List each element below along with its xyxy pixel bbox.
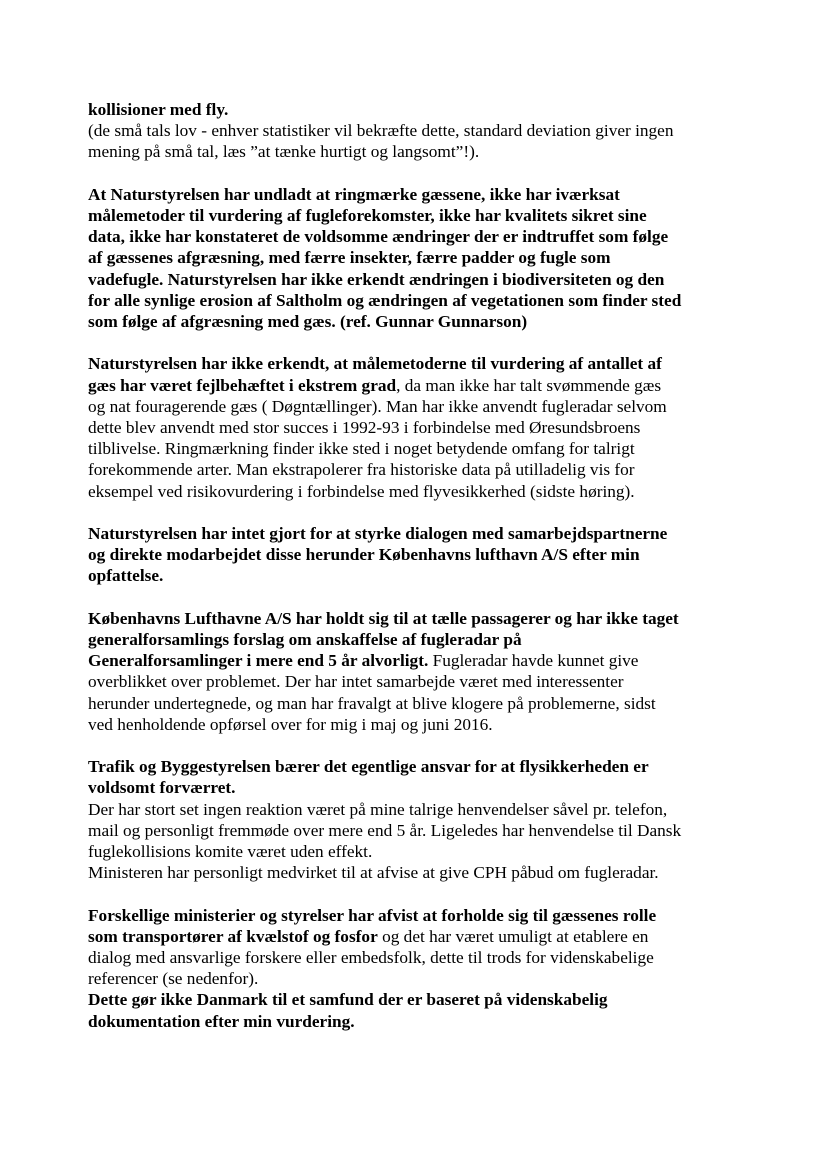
body-text: og nat fouragerende gæs ( Døgntællinger). Man har ikke anvendt fugleradar selvom (88, 396, 667, 416)
bold-text: Naturstyrelsen har intet gjort for at styrke dialogen med samarbejdspartnerne (88, 524, 668, 544)
paragraph (88, 99, 748, 163)
paragraph-spacer (88, 587, 748, 608)
text-line (88, 989, 748, 1010)
text-line (88, 544, 748, 565)
body-text: Ministeren har personligt medvirket til at afvise at give CPH påbud om fugleradar. (88, 863, 659, 883)
body-text: tilblivelse. Ringmærkning finder ikke sted i noget betydende omfang for talrigt (88, 439, 635, 459)
text-line (88, 290, 748, 311)
text-line (88, 120, 748, 141)
body-text: og det har været umuligt at etablere en (377, 926, 649, 946)
bold-text: og direkte modarbejdet disse herunder Københavns lufthavn A/S efter min (88, 545, 640, 565)
bold-text: vadefugle. Naturstyrelsen har ikke erkendt ændringen i biodiversiteten og den (88, 269, 665, 289)
text-line (88, 926, 748, 947)
bold-text: Trafik og Byggestyrelsen bærer det egentlige ansvar for at flysikkerheden er (88, 757, 649, 777)
text-line (88, 396, 748, 417)
body-text: eksempel ved risikovurdering i forbindelse med flyvesikkerhed (sidste høring). (88, 481, 635, 501)
bold-text: af gæssenes afgræsning, med færre insekter, færre padder og fugle som (88, 248, 611, 268)
text-line (88, 799, 748, 820)
bold-text: Naturstyrelsen har ikke erkendt, at målemetoderne til vurdering af antallet af (88, 354, 662, 374)
paragraph-spacer (88, 332, 748, 353)
bold-text: som følge af afgræsning med gæs. (ref. Gunnar Gunnarson) (88, 312, 528, 332)
text-line (88, 905, 748, 926)
text-line (88, 375, 748, 396)
document-body (88, 99, 748, 1032)
bold-text: At Naturstyrelsen har undladt at ringmærke gæssene, ikke har iværksat (88, 184, 620, 204)
text-line (88, 99, 748, 120)
body-text: ved henholdende opførsel over for mig i maj og juni 2016. (88, 714, 493, 734)
bold-text: gæs har været fejlbehæftet i ekstrem grad (88, 375, 397, 395)
text-line (88, 693, 748, 714)
text-line (88, 141, 748, 162)
body-text: fuglekollisions komite været uden effekt. (88, 842, 373, 862)
text-line (88, 629, 748, 650)
body-text: referencer (se nedenfor). (88, 969, 259, 989)
text-line (88, 608, 748, 629)
text-line (88, 777, 748, 798)
text-line (88, 481, 748, 502)
paragraph (88, 184, 748, 332)
body-text: mening på små tal, læs ”at tænke hurtigt og langsomt”!). (88, 142, 480, 162)
text-line (88, 862, 748, 883)
text-line (88, 353, 748, 374)
bold-text: Forskellige ministerier og styrelser har afvist at forholde sig til gæssenes rolle (88, 905, 657, 925)
text-line (88, 947, 748, 968)
paragraph-spacer (88, 163, 748, 184)
bold-text: målemetoder til vurdering af fugleforekomster, ikke har kvalitets sikret sine (88, 206, 647, 225)
text-line (88, 205, 748, 226)
paragraph (88, 523, 748, 587)
body-text: mail og personligt fremmøde over mere end 5 år. Ligeledes har henvendelse til Dansk (88, 820, 682, 840)
text-line (88, 565, 748, 586)
bold-text: Københavns Lufthavne A/S har holdt sig til at tælle passagerer og har ikke taget (88, 608, 679, 628)
text-line (88, 650, 748, 671)
paragraph (88, 905, 748, 1032)
body-text: , da man ikke har talt svømmende gæs (396, 375, 662, 395)
text-line (88, 226, 748, 247)
paragraph (88, 353, 748, 501)
text-line (88, 1011, 748, 1032)
bold-text: for alle synlige erosion af Saltholm og ændringen af vegetationen som finder sted (88, 290, 682, 310)
body-text: herunder undertegnede, og man har fravalgt at blive klogere på problemerne, sidst (88, 693, 656, 713)
bold-text: som transportører af kvælstof og fosfor (88, 926, 378, 946)
text-line (88, 841, 748, 862)
text-line (88, 311, 748, 332)
text-line (88, 968, 748, 989)
text-line (88, 459, 748, 480)
body-text: Der har stort set ingen reaktion været på mine talrige henvendelser såvel pr. telefon, (88, 799, 668, 819)
paragraph (88, 756, 748, 883)
body-text: (de små tals lov - enhver statistiker vil bekræfte dette, standard deviation giver ingen (88, 121, 674, 141)
paragraph (88, 608, 748, 735)
bold-text: data, ikke har konstateret de voldsomme ændringer der er indtruffet som følge (88, 227, 669, 247)
bold-text: kollisioner med fly. (88, 100, 229, 119)
paragraph-spacer (88, 502, 748, 523)
body-text: dette blev anvendt med stor succes i 1992-93 i forbindelse med Øresundsbroens (88, 418, 641, 438)
text-line (88, 269, 748, 290)
bold-text: Generalforsamlinger i mere end 5 år alvorligt. (88, 651, 429, 671)
bold-text: generalforsamlings forslag om anskaffelse af fugleradar på (88, 630, 522, 650)
text-line (88, 247, 748, 268)
text-line (88, 756, 748, 777)
body-text: overblikket over problemet. Der har intet samarbejde været med interessenter (88, 672, 624, 692)
bold-text: dokumentation efter min vurdering. (88, 1011, 355, 1031)
text-line (88, 820, 748, 841)
text-line (88, 523, 748, 544)
bold-text: voldsomt forværret. (88, 778, 236, 798)
paragraph-spacer (88, 883, 748, 904)
bold-text: opfattelse. (88, 566, 164, 586)
text-line (88, 184, 748, 205)
text-line (88, 714, 748, 735)
body-text: forekommende arter. Man ekstrapolerer fra historiske data på utilladelig vis for (88, 460, 635, 480)
body-text: dialog med ansvarlige forskere eller embedsfolk, dette til trods for videnskabelige (88, 948, 654, 968)
bold-text: Dette gør ikke Danmark til et samfund der er baseret på videnskabelig (88, 990, 608, 1010)
text-line (88, 417, 748, 438)
body-text: Fugleradar havde kunnet give (428, 651, 639, 671)
text-line (88, 671, 748, 692)
paragraph-spacer (88, 735, 748, 756)
text-line (88, 438, 748, 459)
